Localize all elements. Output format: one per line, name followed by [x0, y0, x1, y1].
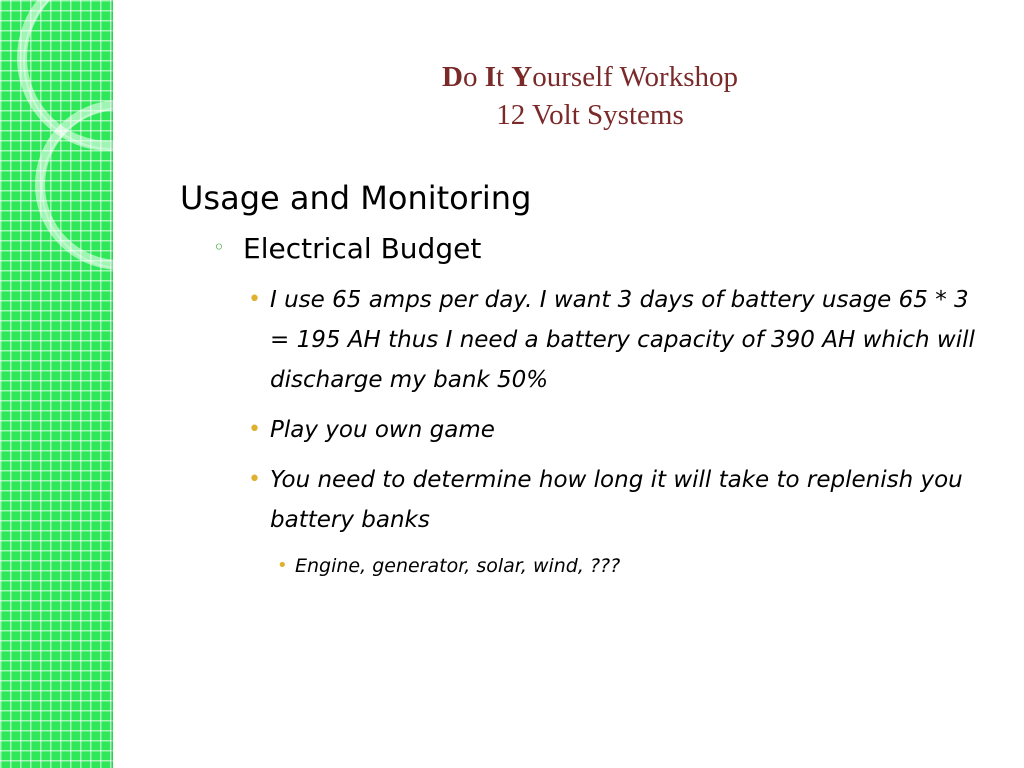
decorative-rings — [0, 0, 113, 768]
dot-bullet-icon: • — [248, 417, 261, 442]
bullet-item — [248, 410, 990, 450]
title-initial-i: I — [484, 61, 496, 93]
title-part: t — [495, 61, 512, 93]
title-line-2: 12 Volt Systems — [496, 99, 684, 131]
subheading-text: Electrical Budget — [243, 232, 482, 265]
dot-bullet-icon: • — [248, 467, 261, 492]
bullet-item — [248, 280, 990, 400]
title-part: o — [462, 61, 485, 93]
dot-bullet-icon: • — [277, 555, 288, 576]
sub-bullet-text: Engine, generator, solar, wind, ??? — [295, 555, 621, 577]
title-part: ourself Workshop — [532, 61, 738, 93]
sub-bullet-item — [277, 550, 975, 582]
title-initial-d: D — [441, 61, 463, 93]
bullet-text: I use 65 amps per day. I want 3 days of battery usage 65 * 3 = 195 AH thus I need a battery capacity of 390 AH which will discharge my bank 50% — [270, 287, 975, 393]
slide-title — [200, 58, 980, 134]
subheading — [213, 226, 1000, 272]
title-line-1 — [200, 58, 980, 96]
bullet-text: Play you own game — [270, 417, 495, 443]
title-initial-y: Y — [511, 61, 533, 93]
bullet-text: You need to determine how long it will take to replenish you battery banks — [270, 467, 963, 533]
hollow-circle-bullet-icon: ◦ — [213, 235, 225, 259]
slide-content — [180, 170, 1000, 582]
section-heading: Usage and Monitoring — [180, 179, 532, 217]
bullet-item — [248, 460, 990, 540]
dot-bullet-icon: • — [248, 287, 261, 312]
decorative-side-band — [0, 0, 113, 768]
